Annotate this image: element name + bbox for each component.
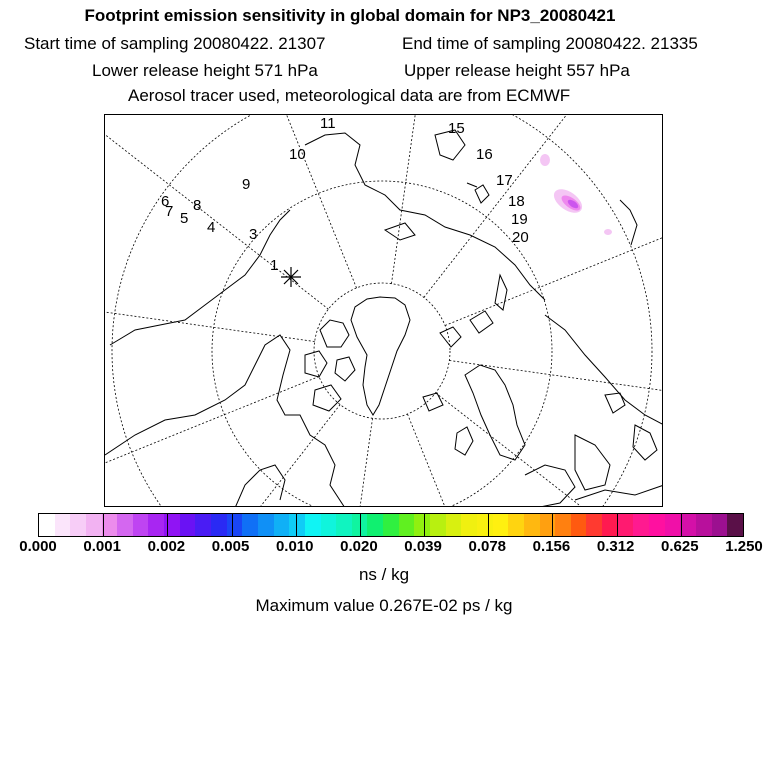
colorbar-tick-label: 0.156 bbox=[532, 538, 571, 555]
colorbar-tick-label: 0.002 bbox=[147, 538, 186, 555]
colorbar-divider bbox=[360, 514, 361, 536]
colorbar-cell bbox=[336, 514, 352, 536]
lena-delta bbox=[467, 183, 477, 187]
colorbar bbox=[38, 513, 744, 537]
colorbar-tick-label: 0.005 bbox=[211, 538, 250, 555]
novaya-zemlya-coast bbox=[495, 275, 507, 310]
asia-coast bbox=[545, 315, 663, 425]
meridian-line bbox=[120, 115, 357, 288]
lower-height-text: Lower release height 571 hPa bbox=[92, 61, 318, 80]
colorbar-cell bbox=[211, 514, 227, 536]
colorbar-tick-label: 0.078 bbox=[468, 538, 507, 555]
max-value-text: Maximum value 0.267E-02 ps / kg bbox=[255, 596, 513, 615]
day-label: 10 bbox=[289, 146, 306, 163]
colorbar-cell bbox=[461, 514, 477, 536]
colorbar-tick-label: 1.250 bbox=[725, 538, 763, 555]
colorbar-tick-label: 0.020 bbox=[340, 538, 378, 555]
colorbar-cell bbox=[148, 514, 164, 536]
graticule bbox=[105, 115, 663, 507]
colorbar-cell bbox=[70, 514, 86, 536]
colorbar-tick-label: 0.039 bbox=[404, 538, 442, 555]
emission-plume bbox=[540, 154, 612, 235]
alaska-coast bbox=[110, 210, 290, 345]
colorbar-divider bbox=[488, 514, 489, 536]
siberia-coast bbox=[305, 133, 545, 300]
meridian-line bbox=[105, 115, 328, 309]
latitude-circle-40 bbox=[112, 115, 652, 507]
day-labels bbox=[161, 115, 529, 274]
polar-map bbox=[104, 114, 663, 507]
day-label: 11 bbox=[320, 115, 336, 132]
meridian-line bbox=[105, 405, 340, 507]
plume-tail bbox=[540, 154, 550, 166]
meridian-line bbox=[436, 393, 663, 507]
colorbar-cell bbox=[274, 514, 290, 536]
meridian-line bbox=[285, 418, 373, 507]
uk-coast bbox=[455, 427, 473, 455]
colorbar-tick-label: 0.000 bbox=[19, 538, 57, 555]
day-label: 8 bbox=[193, 197, 202, 214]
colorbar-cell bbox=[55, 514, 71, 536]
colorbar-cell bbox=[727, 514, 743, 536]
greenland-coast bbox=[351, 297, 410, 415]
day-label: 3 bbox=[249, 226, 258, 243]
colorbar-cell bbox=[383, 514, 399, 536]
day-label: 4 bbox=[207, 219, 216, 236]
caspian-coast bbox=[575, 435, 610, 490]
start-time-text: Start time of sampling 20080422. 21307 bbox=[24, 34, 326, 53]
colorbar-cell bbox=[195, 514, 211, 536]
colorbar-cell bbox=[414, 514, 430, 536]
day-label: 5 bbox=[180, 210, 189, 227]
colorbar-cell bbox=[180, 514, 196, 536]
colorbar-tick-label: 0.625 bbox=[661, 538, 699, 555]
day-label: 9 bbox=[242, 176, 251, 193]
colorbar-cell bbox=[493, 514, 509, 536]
svalbard-coast bbox=[440, 311, 493, 347]
colorbar-cell bbox=[258, 514, 274, 536]
meridian-line bbox=[391, 115, 479, 284]
colorbar-cell bbox=[633, 514, 649, 536]
unit-label: ns / kg bbox=[358, 565, 410, 584]
meridian-line bbox=[424, 115, 663, 297]
colorbar-cell bbox=[86, 514, 102, 536]
day-label: 16 bbox=[476, 146, 493, 163]
colorbar-cell bbox=[446, 514, 462, 536]
colorbar-cell bbox=[508, 514, 524, 536]
lake-baikal-region bbox=[633, 425, 657, 460]
scandinavia-coast bbox=[465, 365, 525, 460]
colorbar-cell bbox=[680, 514, 696, 536]
day-label: 19 bbox=[511, 211, 528, 228]
day-label: 18 bbox=[508, 193, 525, 210]
day-label: 6 bbox=[161, 193, 170, 210]
colorbar-cell bbox=[305, 514, 321, 536]
upper-height-text: Upper release height 557 hPa bbox=[404, 61, 630, 80]
colorbar-cell bbox=[602, 514, 618, 536]
colorbar-cell bbox=[39, 514, 55, 536]
central-asia-coast bbox=[575, 485, 663, 500]
colorbar-cell bbox=[477, 514, 493, 536]
tracer-note-text: Aerosol tracer used, meteorological data are from ECMWF bbox=[128, 86, 571, 105]
hudson-bay-coast bbox=[235, 465, 285, 507]
latitude-circle-20 bbox=[105, 115, 663, 507]
day-label: 20 bbox=[512, 229, 529, 246]
colorbar-divider bbox=[167, 514, 168, 536]
colorbar-divider bbox=[103, 514, 104, 536]
end-time-text: End time of sampling 20080422. 21335 bbox=[402, 34, 698, 53]
colorbar-cell bbox=[665, 514, 681, 536]
kamchatka-coast bbox=[620, 200, 637, 245]
colorbar-cell bbox=[696, 514, 712, 536]
colorbar-labels bbox=[0, 538, 768, 558]
wrangel-island bbox=[475, 185, 489, 203]
colorbar-cell bbox=[367, 514, 383, 536]
meridian-line bbox=[105, 254, 315, 342]
colorbar-cell bbox=[586, 514, 602, 536]
colorbar-cell bbox=[321, 514, 337, 536]
colorbar-cell bbox=[117, 514, 133, 536]
map-canvas bbox=[105, 115, 663, 507]
day-label: 1 bbox=[270, 257, 279, 274]
coastlines bbox=[105, 130, 663, 507]
colorbar-cell bbox=[227, 514, 243, 536]
colorbar-cell bbox=[430, 514, 446, 536]
asterisk-icon bbox=[281, 267, 301, 287]
new-siberian-islands bbox=[385, 223, 415, 240]
europe-coast bbox=[525, 465, 575, 507]
day-label: 7 bbox=[165, 203, 174, 220]
north-america-coast bbox=[105, 335, 345, 507]
colorbar-cell bbox=[649, 514, 665, 536]
colorbar-cell bbox=[524, 514, 540, 536]
colorbar-divider bbox=[681, 514, 682, 536]
day-label: 15 bbox=[448, 120, 465, 137]
colorbar-divider bbox=[232, 514, 233, 536]
day-label: 17 bbox=[496, 172, 513, 189]
latitude-circle-60 bbox=[212, 181, 552, 507]
colorbar-divider bbox=[552, 514, 553, 536]
latitude-circle-80 bbox=[314, 283, 450, 419]
colorbar-cell bbox=[399, 514, 415, 536]
meridian-line bbox=[105, 376, 319, 507]
colorbar-cell bbox=[618, 514, 634, 536]
colorbar-tick-label: 0.010 bbox=[275, 538, 314, 555]
colorbar-cell bbox=[289, 514, 305, 536]
plot-title: Footprint emission sensitivity in global domain for NP3_20080421 bbox=[84, 6, 616, 25]
colorbar-cell bbox=[242, 514, 258, 536]
colorbar-tick-label: 0.312 bbox=[596, 538, 635, 555]
colorbar-divider bbox=[424, 514, 425, 536]
arctic-archipelago-coast bbox=[305, 320, 355, 411]
colorbar-divider bbox=[296, 514, 297, 536]
colorbar-tick-label: 0.001 bbox=[83, 538, 121, 555]
colorbar-cell bbox=[571, 514, 587, 536]
colorbar-cell bbox=[712, 514, 728, 536]
colorbar-cell bbox=[555, 514, 571, 536]
colorbar-divider bbox=[617, 514, 618, 536]
meridian-line bbox=[407, 414, 644, 507]
plume-spot bbox=[604, 229, 612, 235]
colorbar-cell bbox=[133, 514, 149, 536]
